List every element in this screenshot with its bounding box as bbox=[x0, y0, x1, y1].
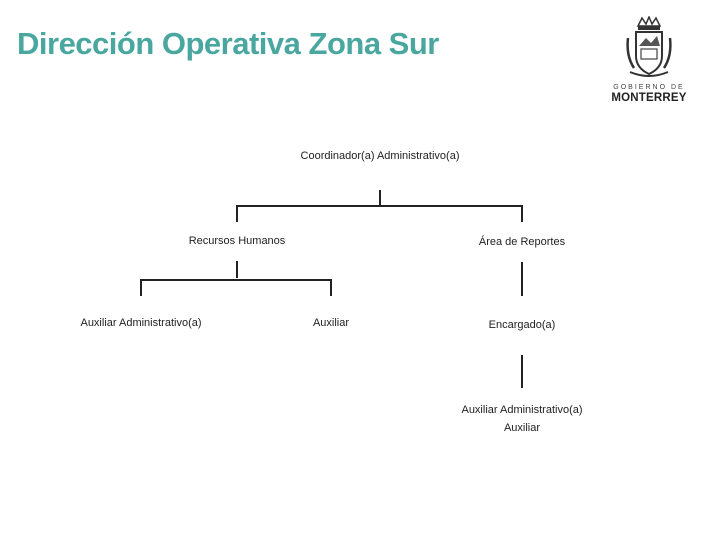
node-encargado: Encargado(a) bbox=[488, 319, 556, 331]
node-recursos-humanos: Recursos Humanos bbox=[188, 235, 286, 247]
node-auxiliar-administrativo: Auxiliar Administrativo(a) bbox=[80, 317, 202, 329]
node-encargado-auxiliar: Auxiliar bbox=[503, 422, 541, 434]
node-area-de-reportes: Área de Reportes bbox=[478, 236, 566, 248]
node-encargado-auxiliar-administrativo: Auxiliar Administrativo(a) bbox=[461, 404, 583, 416]
logo-small-text: GOBIERNO DE bbox=[613, 84, 685, 91]
page-title: Dirección Operativa Zona Sur bbox=[17, 26, 439, 61]
node-auxiliar: Auxiliar bbox=[312, 317, 350, 329]
node-coordinador: Coordinador(a) Administrativo(a) bbox=[300, 150, 460, 162]
logo-big-text: MONTERREY bbox=[611, 92, 687, 104]
